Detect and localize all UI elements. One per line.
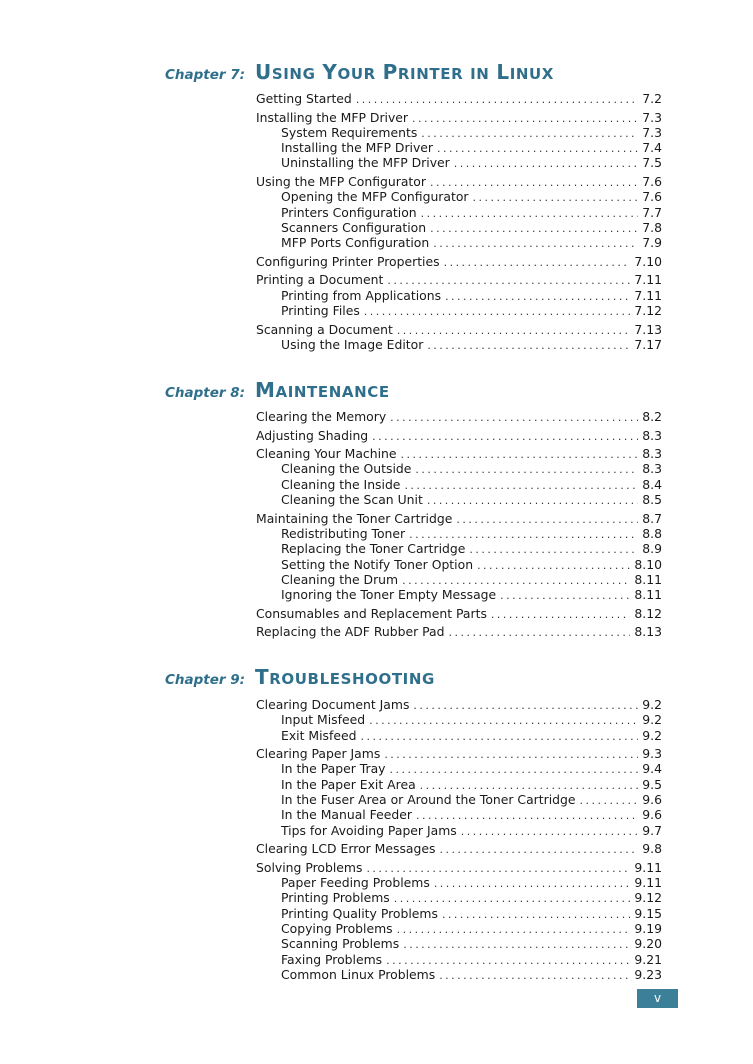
dot-leader	[491, 607, 631, 622]
toc-entry-title: Input Misfeed	[281, 712, 366, 728]
toc-entry[interactable]	[256, 841, 662, 856]
toc-entry[interactable]	[256, 288, 662, 303]
toc-entry-title: In the Manual Feeder	[281, 807, 412, 823]
dot-leader	[372, 429, 638, 444]
toc-entry-title: In the Paper Tray	[281, 761, 386, 777]
dot-leader	[387, 273, 630, 288]
dot-leader	[360, 729, 638, 744]
toc-page-number: 9.11	[634, 875, 662, 891]
toc-page-number: 8.5	[642, 492, 662, 508]
toc-page-number: 7.13	[634, 321, 662, 337]
toc-page-number: 7.11	[634, 272, 662, 288]
dot-leader	[369, 713, 638, 728]
toc-page-number: 9.2	[642, 727, 662, 743]
toc-entry-title: Redistributing Toner	[281, 525, 406, 541]
toc-entry-title: Setting the Notify Toner Option	[281, 556, 474, 572]
toc-page-number: 8.2	[642, 409, 662, 424]
toc-page-number: 9.6	[642, 792, 662, 808]
dot-leader	[580, 793, 639, 808]
toc-entry-title: MFP Ports Configuration	[281, 235, 430, 251]
chapter-8-heading	[165, 378, 390, 402]
dot-leader	[500, 588, 630, 603]
dot-leader	[390, 762, 639, 777]
toc-entry[interactable]	[256, 303, 662, 318]
toc-page-number: 9.2	[642, 712, 662, 728]
page-number-badge: v	[637, 989, 678, 1008]
toc-entry-title: Printing Files	[281, 303, 360, 319]
dot-leader	[454, 156, 639, 171]
toc-entry-title: Clearing the Memory	[256, 409, 387, 424]
toc-entry[interactable]	[256, 572, 662, 587]
chapter-7-heading	[165, 60, 554, 84]
toc-page-number: 9.5	[642, 776, 662, 792]
dot-leader	[402, 573, 630, 588]
toc-page-number: 9.8	[642, 841, 662, 857]
toc-entry[interactable]	[256, 624, 662, 639]
dot-leader	[430, 221, 638, 236]
toc-page-number: 7.6	[642, 174, 662, 190]
toc-entry[interactable]	[256, 761, 662, 776]
dot-leader	[456, 512, 638, 527]
toc-entry[interactable]	[256, 557, 662, 572]
toc-entry-title: Printing from Applications	[281, 287, 442, 303]
chapter-title: MAINTENANCE	[255, 378, 390, 402]
toc-page-number: 9.2	[642, 697, 662, 712]
toc-entry-title: Faxing Problems	[281, 951, 383, 967]
dot-leader	[449, 625, 631, 640]
toc-entry[interactable]	[256, 906, 662, 921]
toc-entry-title: In the Paper Exit Area	[281, 776, 416, 792]
toc-entry[interactable]	[256, 860, 662, 875]
toc-page-number: 8.13	[634, 624, 662, 640]
toc-entry-title: Replacing the Toner Cartridge	[281, 541, 466, 557]
toc-entry[interactable]	[256, 446, 662, 461]
toc-entry[interactable]	[256, 477, 662, 492]
toc-page-number: 8.3	[642, 427, 662, 443]
toc-entry[interactable]	[256, 409, 662, 424]
dot-leader	[397, 323, 631, 338]
chapter-title: TROUBLESHOOTING	[255, 665, 435, 689]
toc-entry[interactable]	[256, 526, 662, 541]
toc-entry-title: Clearing Document Jams	[256, 697, 410, 712]
dot-leader	[356, 92, 638, 107]
toc-entry-title: Consumables and Replacement Parts	[256, 605, 487, 621]
dot-leader	[386, 953, 630, 968]
toc-entry[interactable]	[256, 205, 662, 220]
toc-page-number: 8.8	[642, 525, 662, 541]
toc-page-number: 8.11	[634, 587, 662, 603]
dot-leader	[444, 255, 631, 270]
chapter-label: Chapter 9:	[165, 672, 246, 688]
toc-page-number: 7.7	[642, 204, 662, 220]
dot-leader	[364, 304, 631, 319]
toc-entry-title: Installing the MFP Driver	[256, 109, 409, 125]
toc-entry[interactable]	[256, 110, 662, 125]
toc-page-number: 7.9	[642, 235, 662, 251]
toc-entry-title: Configuring Printer Properties	[256, 253, 440, 269]
dot-leader	[434, 876, 631, 891]
chapter-label: Chapter 7:	[165, 67, 246, 83]
toc-page-number: 8.12	[634, 605, 662, 621]
toc-entry-title: Clearing Paper Jams	[256, 746, 381, 762]
dot-leader	[421, 206, 639, 221]
toc-page-number: 8.9	[642, 541, 662, 557]
toc-entry[interactable]	[256, 272, 662, 287]
toc-page-number: 9.11	[634, 859, 662, 875]
toc-entry-title: Ignoring the Toner Empty Message	[281, 587, 497, 603]
toc-entry[interactable]	[256, 541, 662, 556]
toc-entry[interactable]	[256, 91, 662, 106]
toc-page-number: 8.3	[642, 446, 662, 462]
toc-entry-title: Adjusting Shading	[256, 427, 369, 443]
toc-entry-title: Printers Configuration	[281, 204, 417, 220]
chapter-label: Chapter 8:	[165, 385, 246, 401]
toc-entry-title: Maintaining the Toner Cartridge	[256, 510, 453, 526]
toc-entry-title: Clearing LCD Error Messages	[256, 841, 436, 857]
toc-entry[interactable]	[256, 890, 662, 905]
toc-entry[interactable]	[256, 492, 662, 507]
dot-leader	[409, 527, 638, 542]
toc-page-number: 9.7	[642, 822, 662, 838]
toc-entry[interactable]	[256, 337, 662, 352]
toc-entry[interactable]	[256, 235, 662, 250]
dot-leader	[413, 698, 638, 713]
toc-page-number: 9.23	[634, 966, 662, 982]
toc-page-number: 7.4	[642, 140, 662, 156]
dot-leader	[461, 824, 639, 839]
dot-leader	[366, 861, 630, 876]
toc-entry-title: Cleaning the Outside	[281, 461, 412, 477]
dot-leader	[394, 891, 631, 906]
toc-entry-title: Scanning Problems	[281, 936, 400, 952]
toc-page-number: 8.7	[642, 510, 662, 526]
toc-entry-title: Copying Problems	[281, 921, 393, 937]
toc-entry-title: Using the MFP Configurator	[256, 174, 426, 190]
dot-leader	[473, 190, 639, 205]
toc-page-number: 8.10	[634, 556, 662, 572]
toc-entry-title: Scanning a Document	[256, 321, 393, 337]
toc-entry-title: Uninstalling the MFP Driver	[281, 155, 450, 171]
toc-entry-title: Solving Problems	[256, 859, 363, 875]
toc-page-number: 9.21	[634, 951, 662, 967]
toc-list	[256, 697, 662, 982]
dot-leader	[445, 289, 630, 304]
toc-page-number: 9.4	[642, 761, 662, 777]
toc-entry[interactable]	[256, 746, 662, 761]
dot-leader	[437, 141, 638, 156]
toc-entry[interactable]	[256, 936, 662, 951]
dot-leader	[384, 747, 638, 762]
toc-entry[interactable]	[256, 606, 662, 621]
toc-entry-title: System Requirements	[281, 124, 418, 140]
dot-leader	[442, 907, 630, 922]
toc-entry-title: Exit Misfeed	[281, 727, 357, 743]
toc-page-number: 7.6	[642, 189, 662, 205]
toc-page-number: 7.3	[642, 124, 662, 140]
toc-page-number: 8.4	[642, 476, 662, 492]
toc-entry-title: Replacing the ADF Rubber Pad	[256, 624, 445, 640]
toc-page-number: 7.10	[634, 253, 662, 269]
toc-page-number: 7.3	[642, 109, 662, 125]
toc-entry-title: Printing Quality Problems	[281, 905, 438, 921]
dot-leader	[404, 478, 638, 493]
toc-page-number: 9.3	[642, 746, 662, 762]
toc-entry-title: Tips for Avoiding Paper Jams	[281, 822, 457, 838]
toc-entry-title: Printing Problems	[281, 890, 390, 906]
dot-leader	[416, 808, 638, 823]
toc-entry[interactable]	[256, 952, 662, 967]
toc-entry[interactable]	[256, 728, 662, 743]
toc-page-number: 9.12	[634, 890, 662, 906]
toc-page-number: 7.17	[634, 336, 662, 352]
toc-entry[interactable]	[256, 792, 662, 807]
dot-leader	[421, 126, 638, 141]
toc-entry[interactable]	[256, 174, 662, 189]
toc-entry-title: Opening the MFP Configurator	[281, 189, 469, 205]
toc-list	[256, 91, 662, 352]
toc-entry-title: Scanners Configuration	[281, 219, 427, 235]
toc-entry-title: Cleaning the Scan Unit	[281, 492, 423, 508]
dot-leader	[427, 493, 638, 508]
toc-entry[interactable]	[256, 777, 662, 792]
toc-page-number: 7.8	[642, 219, 662, 235]
toc-entry-title: Common Linux Problems	[281, 966, 436, 982]
toc-page-number: 7.11	[634, 287, 662, 303]
toc-entry[interactable]	[256, 322, 662, 337]
dot-leader	[397, 922, 631, 937]
dot-leader	[415, 462, 638, 477]
dot-leader	[430, 175, 638, 190]
toc-entry-title: Cleaning Your Machine	[256, 446, 397, 462]
toc-page-number: 7.2	[642, 91, 662, 106]
toc-page-number: 9.6	[642, 807, 662, 823]
toc-entry[interactable]	[256, 875, 662, 890]
toc-page-number: 9.15	[634, 905, 662, 921]
toc-entry[interactable]	[256, 921, 662, 936]
dot-leader	[412, 111, 638, 126]
dot-leader	[420, 778, 639, 793]
toc-page-number: 7.5	[642, 155, 662, 171]
dot-leader	[403, 937, 630, 952]
toc-list	[256, 409, 662, 640]
toc-entry[interactable]	[256, 155, 662, 170]
toc-entry-title: Paper Feeding Problems	[281, 875, 430, 891]
toc-page-number: 8.11	[634, 571, 662, 587]
toc-entry-title: In the Fuser Area or Around the Toner Cartridge	[281, 792, 576, 808]
toc-entry[interactable]	[256, 125, 662, 140]
toc-entry[interactable]	[256, 140, 662, 155]
dot-leader	[390, 410, 638, 425]
toc-entry[interactable]	[256, 697, 662, 712]
toc-entry[interactable]	[256, 823, 662, 838]
toc-entry-title: Getting Started	[256, 91, 352, 106]
dot-leader	[477, 558, 630, 573]
toc-entry[interactable]	[256, 461, 662, 476]
toc-entry[interactable]	[256, 712, 662, 727]
toc-entry-title: Cleaning the Drum	[281, 571, 399, 587]
toc-page-number: 8.3	[642, 461, 662, 477]
toc-entry[interactable]	[256, 511, 662, 526]
toc-entry[interactable]	[256, 254, 662, 269]
toc-entry-title: Using the Image Editor	[281, 336, 424, 352]
toc-page-number: 9.20	[634, 936, 662, 952]
toc-page-number: 9.19	[634, 921, 662, 937]
toc-entry[interactable]	[256, 587, 662, 602]
toc-entry[interactable]	[256, 220, 662, 235]
dot-leader	[427, 338, 630, 353]
dot-leader	[439, 842, 638, 857]
toc-entry-title: Installing the MFP Driver	[281, 140, 434, 156]
chapter-title: USING YOUR PRINTER IN LINUX	[255, 60, 554, 84]
toc-entry-title: Cleaning the Inside	[281, 476, 401, 492]
dot-leader	[433, 236, 638, 251]
toc-entry-title: Printing a Document	[256, 272, 384, 288]
toc-entry[interactable]	[256, 807, 662, 822]
toc-entry[interactable]	[256, 967, 662, 982]
chapter-9-heading	[165, 665, 435, 689]
dot-leader	[401, 447, 639, 462]
toc-entry[interactable]	[256, 189, 662, 204]
dot-leader	[439, 968, 630, 983]
toc-page-number: 7.12	[634, 303, 662, 319]
dot-leader	[469, 542, 638, 557]
toc-entry[interactable]	[256, 428, 662, 443]
